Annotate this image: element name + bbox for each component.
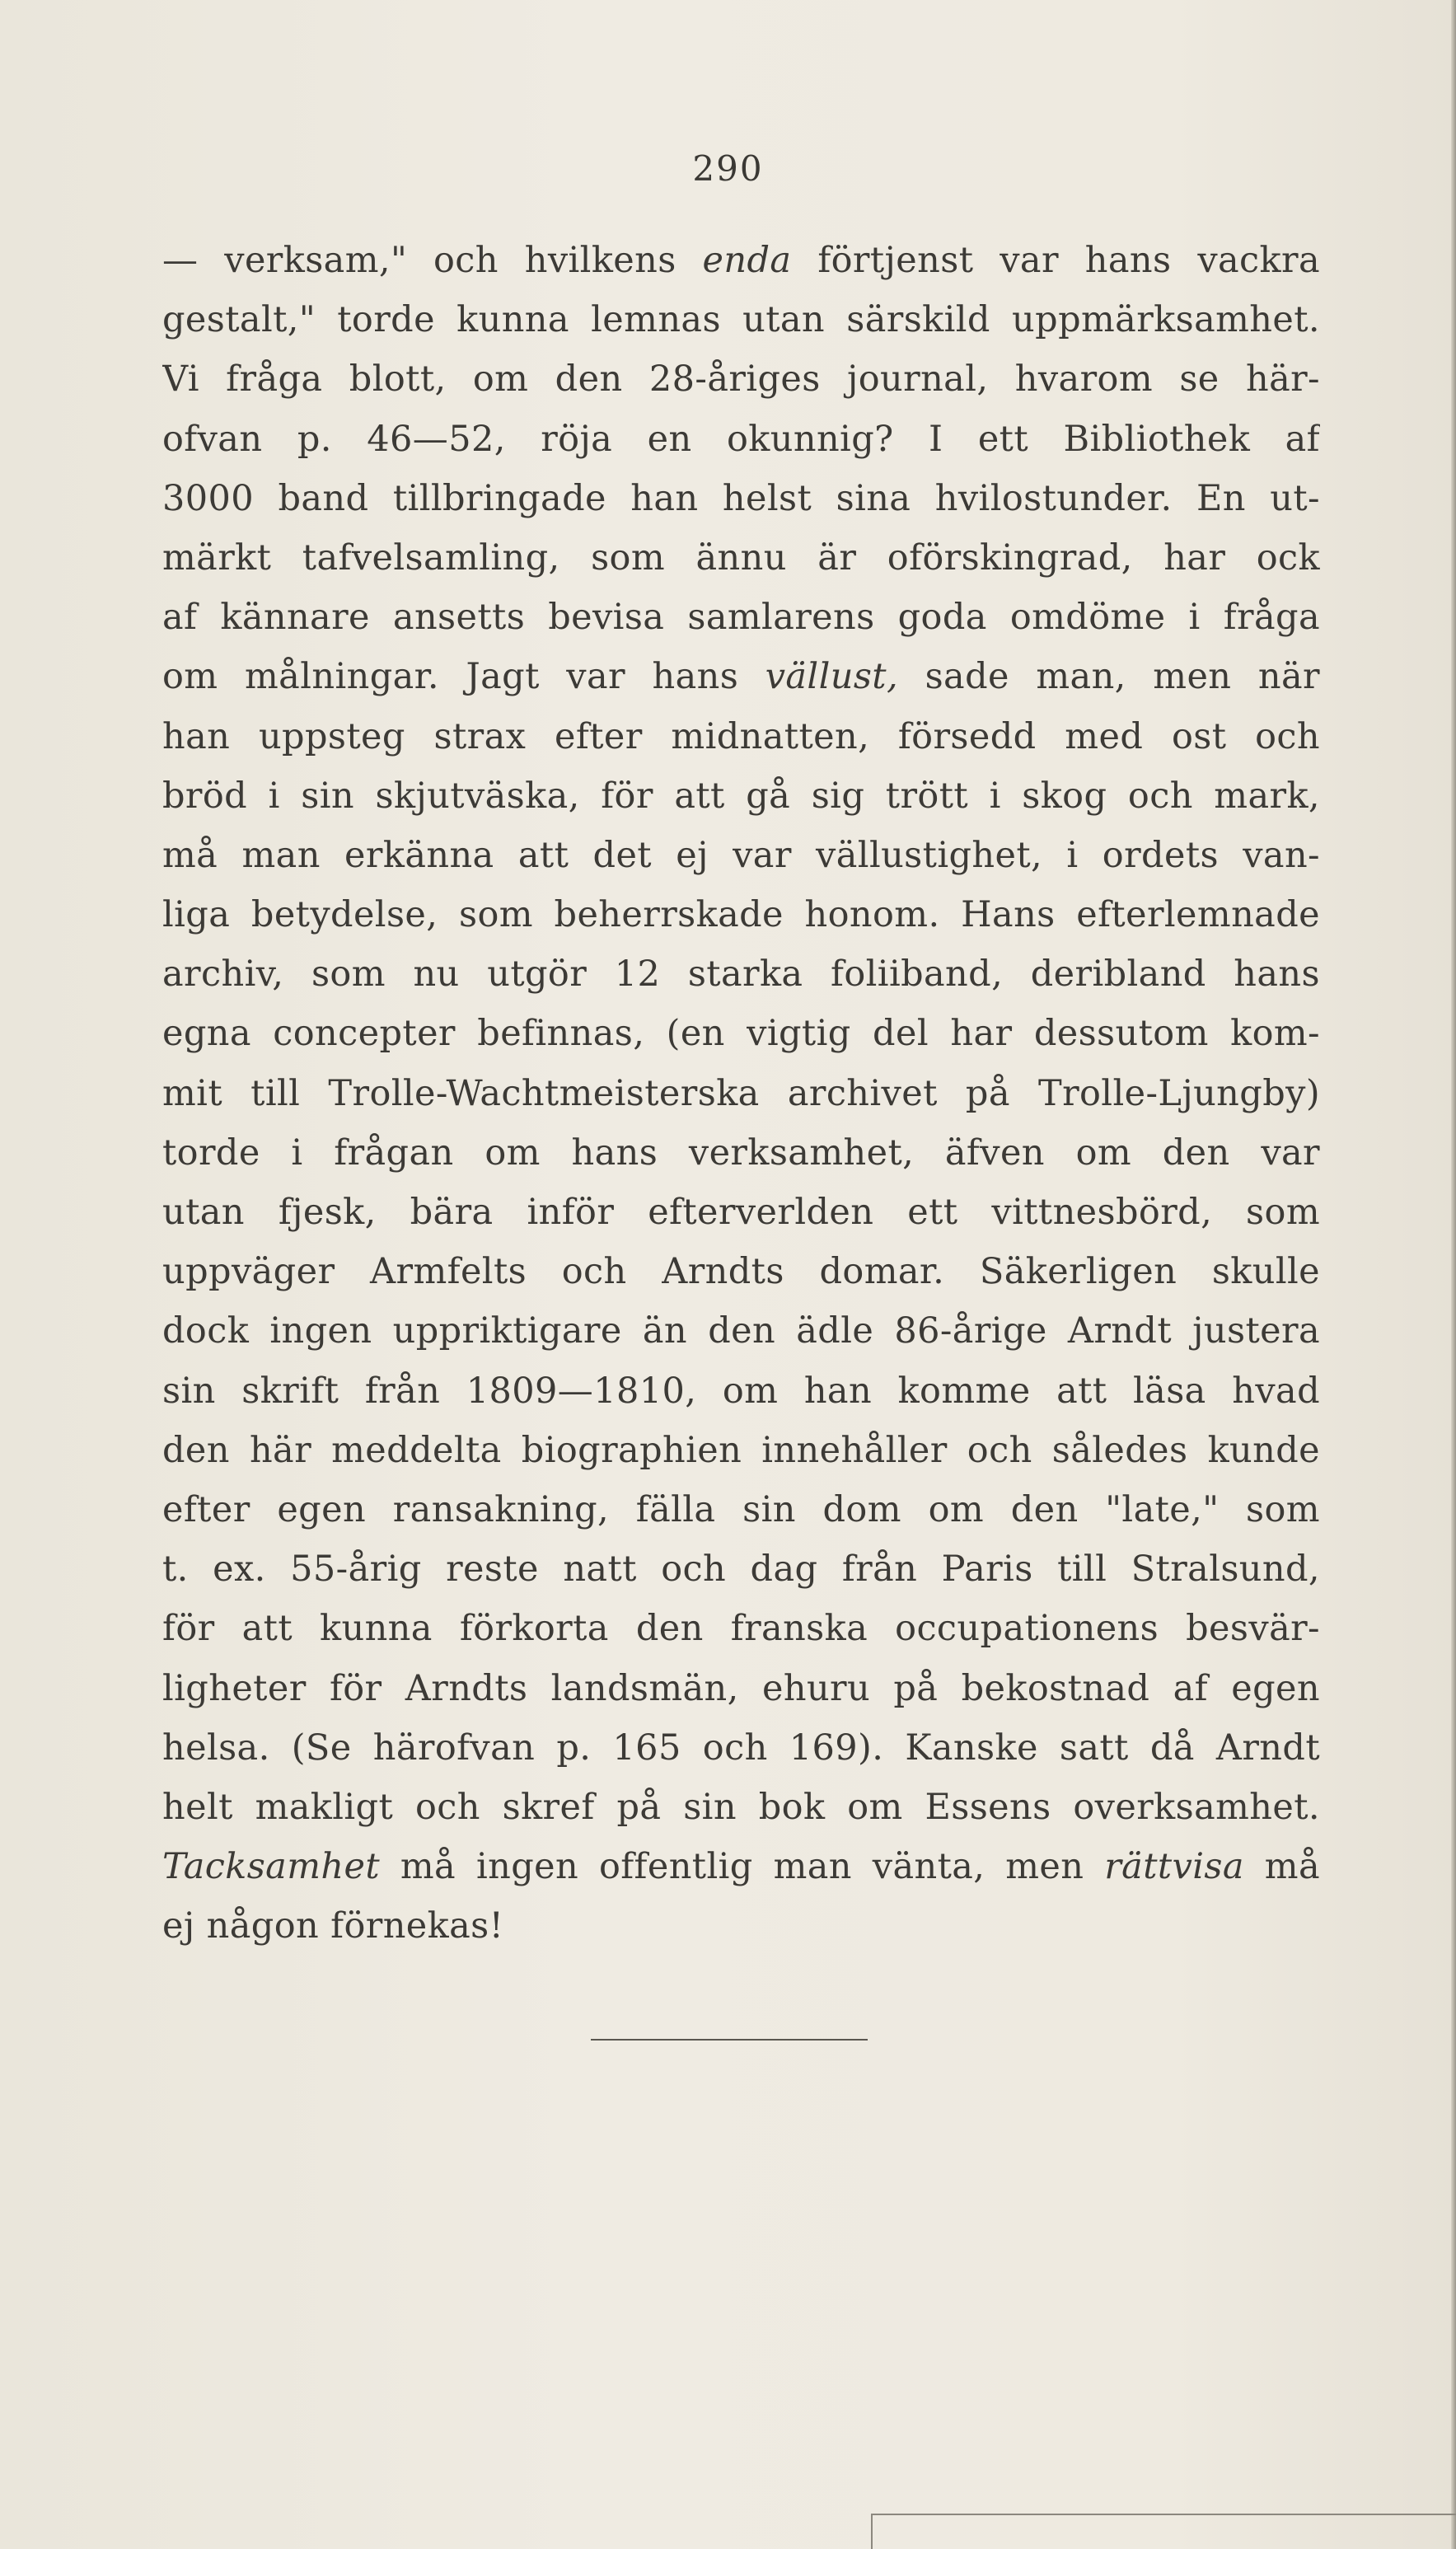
text-line bbox=[162, 647, 1320, 706]
text-run: helt makligt och skref på sin bok om Essens overksamhet. bbox=[162, 1786, 1320, 1828]
text-line bbox=[162, 1480, 1320, 1539]
italic-text-run: rättvisa bbox=[1104, 1846, 1244, 1888]
text-line bbox=[162, 528, 1320, 588]
text-run: af kännare ansetts bevisa samlarens goda omdöme i fråga bbox=[162, 597, 1320, 639]
text-run: sin skrift från 1809—1810, om han komme att läsa hvad bbox=[162, 1370, 1320, 1412]
text-line bbox=[162, 1004, 1320, 1063]
text-run: 3000 band tillbringade han helst sina hvilostunder. En ut- bbox=[162, 477, 1320, 519]
text-run: ofvan p. 46—52, röja en okunnig? I ett Bibliothek af bbox=[162, 418, 1320, 460]
text-run: sade man, men när bbox=[898, 656, 1320, 698]
text-line bbox=[162, 1718, 1320, 1778]
italic-text-run: Tacksamhet bbox=[162, 1846, 381, 1888]
text-line bbox=[162, 1599, 1320, 1658]
text-run: den här meddelta biographien innehåller och således kunde bbox=[162, 1429, 1320, 1471]
text-line bbox=[162, 1539, 1320, 1599]
text-run: må bbox=[1243, 1846, 1320, 1888]
text-run: för att kunna förkorta den franska occupationens besvär- bbox=[162, 1608, 1320, 1650]
text-run: må ingen offentlig man vänta, men bbox=[380, 1846, 1105, 1888]
text-line bbox=[162, 826, 1320, 885]
text-line bbox=[162, 766, 1320, 826]
italic-text-run: enda bbox=[702, 240, 792, 281]
scan-edge-horizontal bbox=[871, 2514, 1456, 2515]
text-line bbox=[162, 588, 1320, 647]
text-line bbox=[162, 349, 1320, 409]
text-run: gestalt," torde kunna lemnas utan särskild uppmärksamhet. bbox=[162, 299, 1320, 341]
text-run: må man erkänna att det ej var vällustighet, i ordets van- bbox=[162, 834, 1320, 876]
text-run: om målningar. Jagt var hans bbox=[162, 656, 765, 698]
text-line bbox=[162, 707, 1320, 766]
text-run: han uppsteg strax efter midnatten, försedd med ost och bbox=[162, 715, 1320, 757]
text-line bbox=[162, 885, 1320, 944]
text-run: utan fjesk, bära inför efterverlden ett vittnesbörd, som bbox=[162, 1192, 1320, 1233]
text-run: — verksam," och hvilkens bbox=[162, 240, 703, 281]
text-run: bröd i sin skjutväska, för att gå sig trött i skog och mark, bbox=[162, 775, 1320, 817]
text-line bbox=[162, 1421, 1320, 1480]
text-run: helsa. (Se härofvan p. 165 och 169). Kanske satt då Arndt bbox=[162, 1727, 1320, 1769]
text-line bbox=[162, 1183, 1320, 1242]
italic-text-run: vällust, bbox=[765, 656, 899, 698]
text-line bbox=[162, 1361, 1320, 1421]
section-divider bbox=[591, 2039, 868, 2041]
text-run: Vi fråga blott, om den 28-åriges journal, hvarom se här- bbox=[162, 358, 1320, 401]
text-line bbox=[162, 1896, 1320, 1956]
text-run: efter egen ransakning, fälla sin dom om den "late," som bbox=[162, 1488, 1320, 1530]
text-line bbox=[162, 469, 1320, 528]
text-run: dock ingen uppriktigare än den ädle 86-årige Arndt justera bbox=[162, 1310, 1320, 1352]
text-line bbox=[162, 290, 1320, 349]
text-run: ej någon förnekas! bbox=[162, 1905, 504, 1947]
text-run: egna concepter befinnas, (en vigtig del har dessutom kom- bbox=[162, 1013, 1320, 1055]
text-line bbox=[162, 1837, 1320, 1896]
text-run: t. ex. 55-årig reste natt och dag från Paris till Stralsund, bbox=[162, 1549, 1320, 1591]
page-number: 290 bbox=[692, 148, 764, 189]
text-line bbox=[162, 1659, 1320, 1718]
text-line bbox=[162, 410, 1320, 469]
text-line bbox=[162, 231, 1320, 290]
text-line bbox=[162, 1064, 1320, 1123]
text-run: märkt tafvelsamling, som ännu är oförskingrad, har ock bbox=[162, 537, 1320, 579]
text-line bbox=[162, 1123, 1320, 1183]
text-run: archiv, som nu utgör 12 starka foliiband, deribland hans bbox=[162, 954, 1320, 996]
text-line bbox=[162, 1301, 1320, 1361]
text-run: förtjenst var hans vackra bbox=[791, 240, 1320, 281]
text-line bbox=[162, 1778, 1320, 1837]
text-run: mit till Trolle-Wachtmeisterska archivet på Trolle-Ljungby) bbox=[162, 1072, 1320, 1114]
text-line bbox=[162, 944, 1320, 1004]
text-line bbox=[162, 1242, 1320, 1301]
text-run: ligheter för Arndts landsmän, ehuru på bekostnad af egen bbox=[162, 1667, 1320, 1709]
page-edge bbox=[1451, 0, 1456, 2549]
text-run: torde i frågan om hans verksamhet, äfven om den var bbox=[162, 1132, 1320, 1174]
scan-edge-vertical bbox=[871, 2514, 873, 2549]
body-text bbox=[162, 231, 1320, 1956]
text-run: liga betydelse, som beherrskade honom. Hans efterlemnade bbox=[162, 894, 1320, 936]
text-run: uppväger Armfelts och Arndts domar. Säkerligen skulle bbox=[162, 1251, 1320, 1293]
